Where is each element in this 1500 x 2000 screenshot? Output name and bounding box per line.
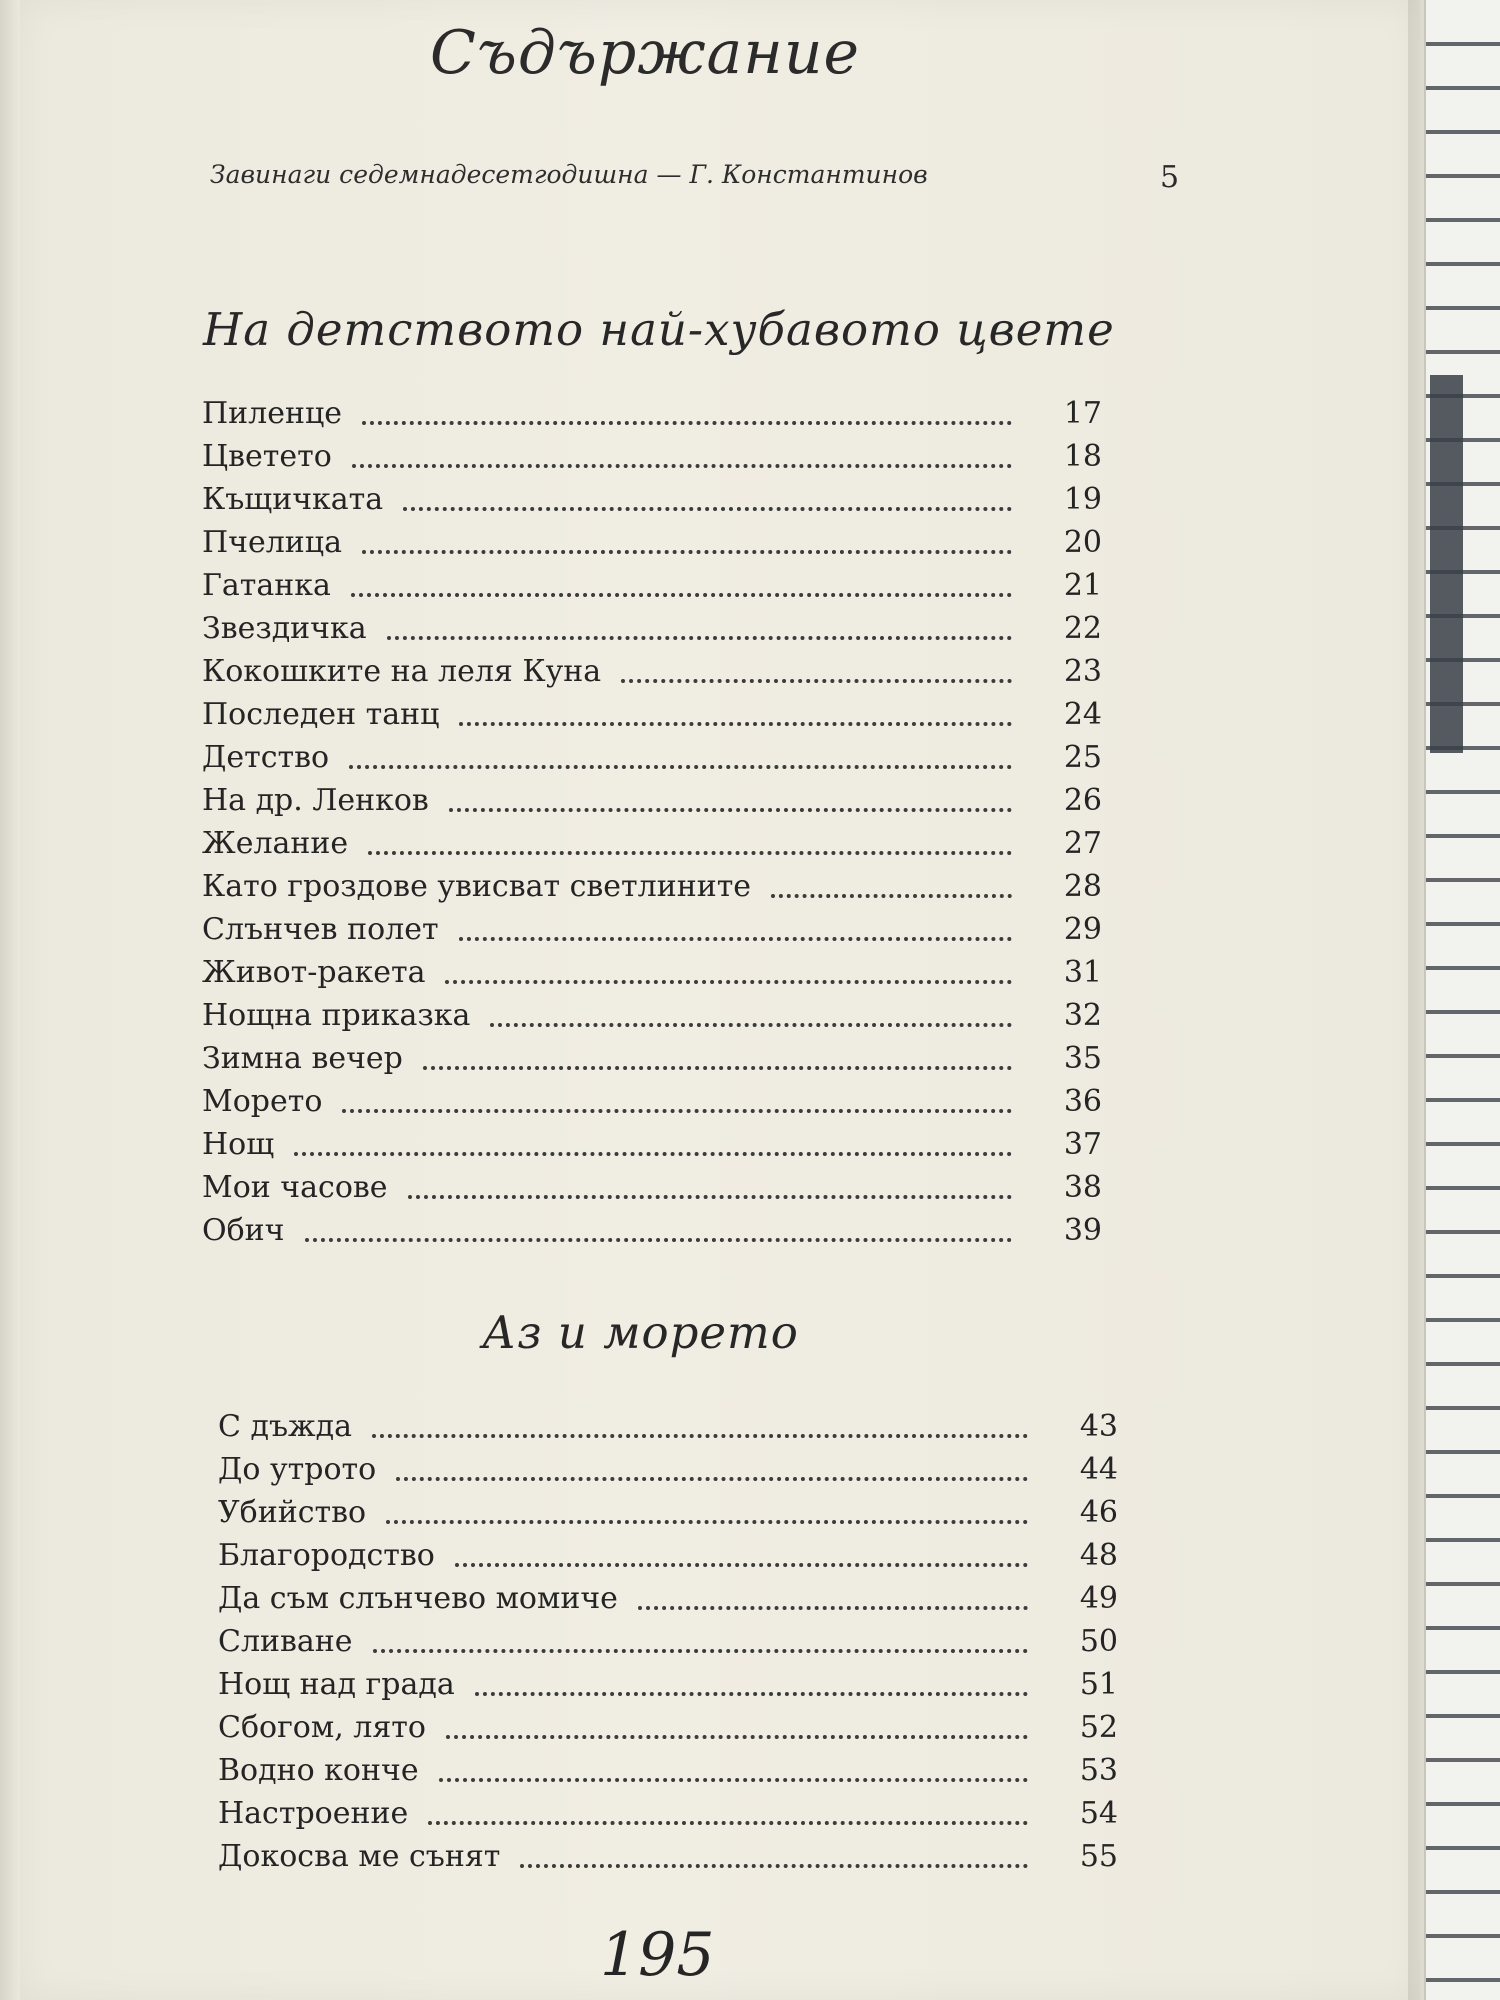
toc-page-number: 49 bbox=[1079, 1581, 1118, 1616]
section-title-sea: Аз и морето bbox=[482, 1306, 799, 1359]
left-page-edge bbox=[0, 0, 20, 2000]
notebook-line bbox=[1426, 350, 1500, 354]
dot-leader bbox=[621, 649, 1012, 683]
toc-page-number: 29 bbox=[1063, 912, 1102, 947]
toc-row bbox=[202, 822, 1102, 865]
notebook-line bbox=[1426, 130, 1500, 134]
toc-page-number: 22 bbox=[1063, 611, 1102, 646]
toc-page-number: 36 bbox=[1063, 1084, 1102, 1119]
toc-page-number: 21 bbox=[1063, 568, 1102, 603]
toc-page-number: 37 bbox=[1063, 1127, 1102, 1162]
toc-row bbox=[218, 1835, 1118, 1878]
dot-leader bbox=[445, 950, 1012, 984]
notebook-line bbox=[1426, 1802, 1500, 1806]
dot-leader bbox=[351, 563, 1012, 597]
toc-page-number: 17 bbox=[1063, 396, 1102, 431]
dot-leader bbox=[305, 1208, 1013, 1242]
toc-page-number: 50 bbox=[1079, 1624, 1118, 1659]
notebook-edge bbox=[1424, 0, 1500, 2000]
notebook-line bbox=[1426, 1978, 1500, 1982]
toc-row bbox=[218, 1405, 1118, 1448]
toc-title: Слънчев полет bbox=[202, 912, 439, 947]
toc-row bbox=[202, 521, 1102, 564]
toc-row bbox=[202, 1166, 1102, 1209]
toc-title: Морето bbox=[202, 1084, 323, 1119]
toc-title: Като гроздове увисват светлините bbox=[202, 869, 752, 904]
dot-leader bbox=[439, 1748, 1028, 1782]
toc-row bbox=[202, 650, 1102, 693]
toc-row bbox=[202, 564, 1102, 607]
toc-page-number: 26 bbox=[1063, 783, 1102, 818]
toc-page-number: 43 bbox=[1079, 1409, 1118, 1444]
toc-row bbox=[202, 607, 1102, 650]
dot-leader bbox=[362, 520, 1012, 554]
notebook-line bbox=[1426, 1318, 1500, 1322]
toc-title: Живот-ракета bbox=[202, 955, 426, 990]
toc-title: Пчелица bbox=[202, 525, 342, 560]
toc-title: Нощна приказка bbox=[202, 998, 471, 1033]
toc-row bbox=[202, 435, 1102, 478]
notebook-line bbox=[1426, 1010, 1500, 1014]
dot-leader bbox=[490, 993, 1012, 1027]
notebook-line bbox=[1426, 1582, 1500, 1586]
dot-leader bbox=[475, 1662, 1028, 1696]
notebook-line bbox=[1426, 86, 1500, 90]
dot-leader bbox=[638, 1576, 1028, 1610]
toc-row bbox=[202, 693, 1102, 736]
toc-row bbox=[218, 1749, 1118, 1792]
notebook-line bbox=[1426, 306, 1500, 310]
dot-leader bbox=[372, 1404, 1028, 1438]
toc-title: На др. Ленков bbox=[202, 783, 429, 818]
toc-page-number: 24 bbox=[1063, 697, 1102, 732]
toc-row bbox=[218, 1792, 1118, 1835]
toc-page-number: 35 bbox=[1063, 1041, 1102, 1076]
intro-entry-page: 5 bbox=[1160, 160, 1180, 195]
dot-leader bbox=[446, 1705, 1028, 1739]
toc-title: Да съм слънчево момиче bbox=[218, 1581, 618, 1616]
dot-leader bbox=[408, 1165, 1012, 1199]
notebook-line bbox=[1426, 1626, 1500, 1630]
toc-page-number: 53 bbox=[1079, 1753, 1118, 1788]
toc-title: Нощ bbox=[202, 1127, 275, 1162]
toc-title: Докосва ме сънят bbox=[218, 1839, 501, 1874]
dot-leader bbox=[294, 1122, 1012, 1156]
toc-row bbox=[202, 951, 1102, 994]
toc-row bbox=[218, 1663, 1118, 1706]
notebook-line bbox=[1426, 1230, 1500, 1234]
toc-page-number: 25 bbox=[1063, 740, 1102, 775]
dot-leader bbox=[459, 692, 1012, 726]
dark-spine-mark bbox=[1430, 375, 1463, 753]
toc-title: Мои часове bbox=[202, 1170, 388, 1205]
dot-leader bbox=[455, 1533, 1028, 1567]
toc-title: Настроение bbox=[218, 1796, 409, 1831]
toc-title: Обич bbox=[202, 1213, 285, 1248]
notebook-line bbox=[1426, 1274, 1500, 1278]
toc-title: До утрото bbox=[218, 1452, 377, 1487]
notebook-line bbox=[1426, 1890, 1500, 1894]
notebook-line bbox=[1426, 790, 1500, 794]
toc-page-number: 44 bbox=[1079, 1452, 1118, 1487]
notebook-line bbox=[1426, 1714, 1500, 1718]
toc-page-number: 38 bbox=[1063, 1170, 1102, 1205]
toc-row bbox=[202, 779, 1102, 822]
dot-leader bbox=[373, 1619, 1028, 1653]
notebook-line bbox=[1426, 218, 1500, 222]
notebook-line bbox=[1426, 922, 1500, 926]
toc-page-number: 32 bbox=[1063, 998, 1102, 1033]
toc-title: Цветето bbox=[202, 439, 332, 474]
toc-title: Последен танц bbox=[202, 697, 440, 732]
dot-leader bbox=[449, 778, 1012, 812]
toc-page-number: 27 bbox=[1063, 826, 1102, 861]
toc-row bbox=[202, 865, 1102, 908]
contents-title: Съдържание bbox=[430, 18, 860, 88]
toc-page-number: 51 bbox=[1079, 1667, 1118, 1702]
toc-title: Желание bbox=[202, 826, 349, 861]
toc-title: Къщичката bbox=[202, 482, 384, 517]
dot-leader bbox=[396, 1447, 1028, 1481]
notebook-line bbox=[1426, 966, 1500, 970]
toc-row bbox=[218, 1534, 1118, 1577]
dot-leader bbox=[423, 1036, 1012, 1070]
dot-leader bbox=[352, 434, 1012, 468]
toc-list-sea bbox=[218, 1405, 1118, 1878]
toc-page-number: 19 bbox=[1063, 482, 1102, 517]
dot-leader bbox=[386, 1490, 1028, 1524]
notebook-line bbox=[1426, 878, 1500, 882]
toc-page-number: 20 bbox=[1063, 525, 1102, 560]
toc-row bbox=[218, 1448, 1118, 1491]
toc-title: Звездичка bbox=[202, 611, 367, 646]
toc-row bbox=[218, 1620, 1118, 1663]
notebook-line bbox=[1426, 174, 1500, 178]
toc-row bbox=[202, 994, 1102, 1037]
section-title-childhood: На детството най-хубавото цвете bbox=[203, 303, 1115, 356]
toc-page-number: 48 bbox=[1079, 1538, 1118, 1573]
dot-leader bbox=[349, 735, 1012, 769]
toc-row bbox=[202, 1037, 1102, 1080]
toc-page-number: 18 bbox=[1063, 439, 1102, 474]
notebook-line bbox=[1426, 1450, 1500, 1454]
toc-row bbox=[202, 392, 1102, 435]
dot-leader bbox=[428, 1791, 1028, 1825]
notebook-line bbox=[1426, 1406, 1500, 1410]
notebook-line bbox=[1426, 1098, 1500, 1102]
notebook-line bbox=[1426, 1934, 1500, 1938]
toc-title: Детство bbox=[202, 740, 330, 775]
dot-leader bbox=[771, 864, 1012, 898]
toc-title: Пиленце bbox=[202, 396, 343, 431]
toc-title: Зимна вечер bbox=[202, 1041, 403, 1076]
toc-list-childhood bbox=[202, 392, 1102, 1252]
notebook-line bbox=[1426, 1758, 1500, 1762]
toc-title: С дъжда bbox=[218, 1409, 353, 1444]
toc-row bbox=[202, 478, 1102, 521]
toc-row bbox=[218, 1706, 1118, 1749]
toc-title: Нощ над града bbox=[218, 1667, 455, 1702]
notebook-line bbox=[1426, 1670, 1500, 1674]
notebook-line bbox=[1426, 1362, 1500, 1366]
dot-leader bbox=[520, 1834, 1028, 1868]
notebook-line bbox=[1426, 1494, 1500, 1498]
toc-row bbox=[202, 908, 1102, 951]
toc-row bbox=[202, 736, 1102, 779]
toc-page-number: 31 bbox=[1063, 955, 1102, 990]
notebook-line bbox=[1426, 834, 1500, 838]
toc-title: Водно конче bbox=[218, 1753, 419, 1788]
toc-page-number: 28 bbox=[1063, 869, 1102, 904]
dot-leader bbox=[368, 821, 1012, 855]
intro-entry-title: Завинаги седемнадесетгодишна — Г. Константинов bbox=[210, 160, 928, 189]
dot-leader bbox=[342, 1079, 1012, 1113]
toc-page-number: 46 bbox=[1079, 1495, 1118, 1530]
notebook-line bbox=[1426, 1054, 1500, 1058]
toc-page-number: 55 bbox=[1079, 1839, 1118, 1874]
toc-page-number: 54 bbox=[1079, 1796, 1118, 1831]
toc-title: Сбогом, лято bbox=[218, 1710, 426, 1745]
toc-page-number: 39 bbox=[1063, 1213, 1102, 1248]
toc-row bbox=[218, 1577, 1118, 1620]
toc-row bbox=[202, 1123, 1102, 1166]
dot-leader bbox=[403, 477, 1012, 511]
dot-leader bbox=[459, 907, 1012, 941]
notebook-line bbox=[1426, 1142, 1500, 1146]
toc-title: Благородство bbox=[218, 1538, 435, 1573]
notebook-line bbox=[1426, 262, 1500, 266]
toc-title: Убийство bbox=[218, 1495, 367, 1530]
dot-leader bbox=[362, 391, 1012, 425]
toc-row bbox=[202, 1080, 1102, 1123]
notebook-line bbox=[1426, 42, 1500, 46]
toc-title: Кокошките на леля Куна bbox=[202, 654, 602, 689]
toc-title: Гатанка bbox=[202, 568, 331, 603]
toc-title: Сливане bbox=[218, 1624, 353, 1659]
page-number: 195 bbox=[600, 1920, 715, 1990]
toc-page-number: 23 bbox=[1063, 654, 1102, 689]
toc-row bbox=[202, 1209, 1102, 1252]
notebook-line bbox=[1426, 1186, 1500, 1190]
dot-leader bbox=[387, 606, 1012, 640]
notebook-line bbox=[1426, 1846, 1500, 1850]
toc-row bbox=[218, 1491, 1118, 1534]
toc-page-number: 52 bbox=[1079, 1710, 1118, 1745]
notebook-line bbox=[1426, 1538, 1500, 1542]
